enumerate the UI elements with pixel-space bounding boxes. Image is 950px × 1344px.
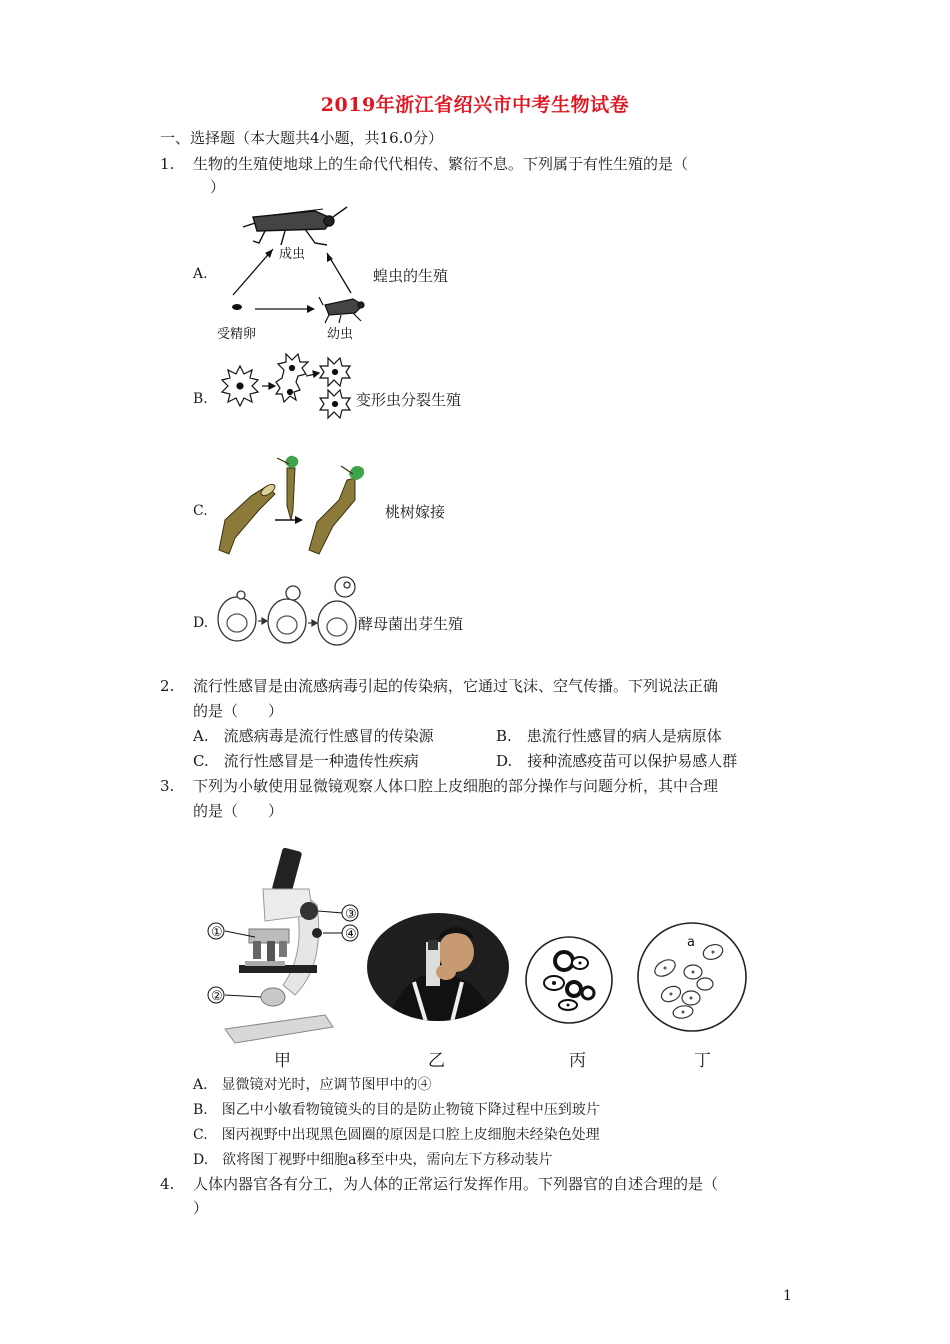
amoeba-fission-figure (220, 352, 360, 422)
q1-option-a-text: 蝗虫的生殖 (373, 267, 449, 285)
q1-option-c-letter: C. (193, 503, 208, 519)
q4-stem-line2: ） (193, 1199, 209, 1217)
grafting-figure (215, 450, 385, 560)
q2-option-b: B. 患流行性感冒的病人是病原体 (496, 727, 722, 745)
q2-option-c: C. 流行性感冒是一种遗传性疾病 (193, 752, 419, 770)
microscope-figure (205, 845, 365, 1055)
q1-option-b-letter: B. (193, 391, 208, 407)
callout-4: ④ (345, 927, 357, 942)
q1-stem-line1: 生物的生殖使地球上的生命代代相传、繁衍不息。下列属于有性生殖的是（ (193, 155, 689, 173)
q1-option-a-letter: A. (193, 266, 208, 282)
q1-option-c-text: 桃树嫁接 (385, 503, 446, 521)
q2-number: 2. (160, 677, 175, 695)
q1-number: 1. (160, 155, 175, 173)
page-title: 2019年浙江省绍兴市中考生物试卷 (320, 94, 630, 116)
label-nymph: 幼虫 (327, 327, 354, 342)
coarse-focus-knob-icon (300, 902, 318, 920)
q2-stem-line1: 流行性感冒是由流感病毒引起的传染病，它通过飞沫、空气传播。下列说法正确 (193, 677, 719, 695)
panel-label-bing: 丙 (569, 1051, 586, 1071)
q2-option-d: D. 接种流感疫苗可以保护易感人群 (496, 752, 738, 770)
callout-1: ① (211, 925, 223, 940)
q3-option-c: C. 图丙视野中出现黑色圆圈的原因是口腔上皮细胞未经染色处理 (193, 1127, 600, 1143)
panel-label-ding: 丁 (694, 1051, 711, 1071)
q2-stem-line2: 的是（ ） (193, 702, 284, 720)
label-egg: 受精卵 (217, 327, 257, 342)
adult-locust-icon (243, 207, 347, 245)
q1-stem-line2: ） (210, 178, 226, 196)
section-heading: 一、选择题（本大题共4小题，共16.0分） (160, 129, 443, 147)
egg-icon (232, 304, 242, 310)
q3-option-d: D. 欲将图丁视野中细胞a移至中央，需向左下方移动装片 (193, 1152, 553, 1168)
field-bing-figure (524, 935, 614, 1025)
q3-stem-line1: 下列为小敏使用显微镜观察人体口腔上皮细胞的部分操作与问题分析，其中合理 (193, 777, 719, 795)
q2-option-a: A. 流感病毒是流行性感冒的传染源 (193, 727, 434, 745)
label-adult: 成虫 (279, 247, 306, 262)
q1-option-d-letter: D. (193, 615, 209, 631)
student-photo-figure (366, 912, 510, 1022)
cell-a-label: a (687, 935, 695, 950)
mirror-icon (261, 988, 285, 1006)
panel-label-yi: 乙 (428, 1051, 445, 1071)
q3-number: 3. (160, 777, 175, 795)
q1-option-d-text: 酵母菌出芽生殖 (358, 615, 464, 633)
panel-label-jia: 甲 (274, 1051, 291, 1071)
q3-stem-line2: 的是（ ） (193, 802, 284, 820)
fine-focus-knob-icon (312, 928, 322, 938)
nymph-icon (319, 297, 364, 323)
yeast-budding-figure (215, 575, 360, 650)
field-ding-figure (635, 920, 749, 1034)
q3-option-b: B. 图乙中小敏看物镜镜头的目的是防止物镜下降过程中压到玻片 (193, 1102, 600, 1118)
locust-lifecycle-figure (215, 205, 365, 345)
callout-3: ③ (345, 907, 357, 922)
callout-2: ② (211, 989, 223, 1004)
q1-option-b-text: 变形虫分裂生殖 (356, 391, 462, 409)
q4-stem-line1: 人体内器官各有分工，为人体的正常运行发挥作用。下列器官的自述合理的是（ (193, 1175, 719, 1193)
q3-option-a: A. 显微镜对光时，应调节图甲中的④ (193, 1077, 432, 1093)
q4-number: 4. (160, 1175, 175, 1193)
page-number: 1 (783, 1288, 792, 1304)
